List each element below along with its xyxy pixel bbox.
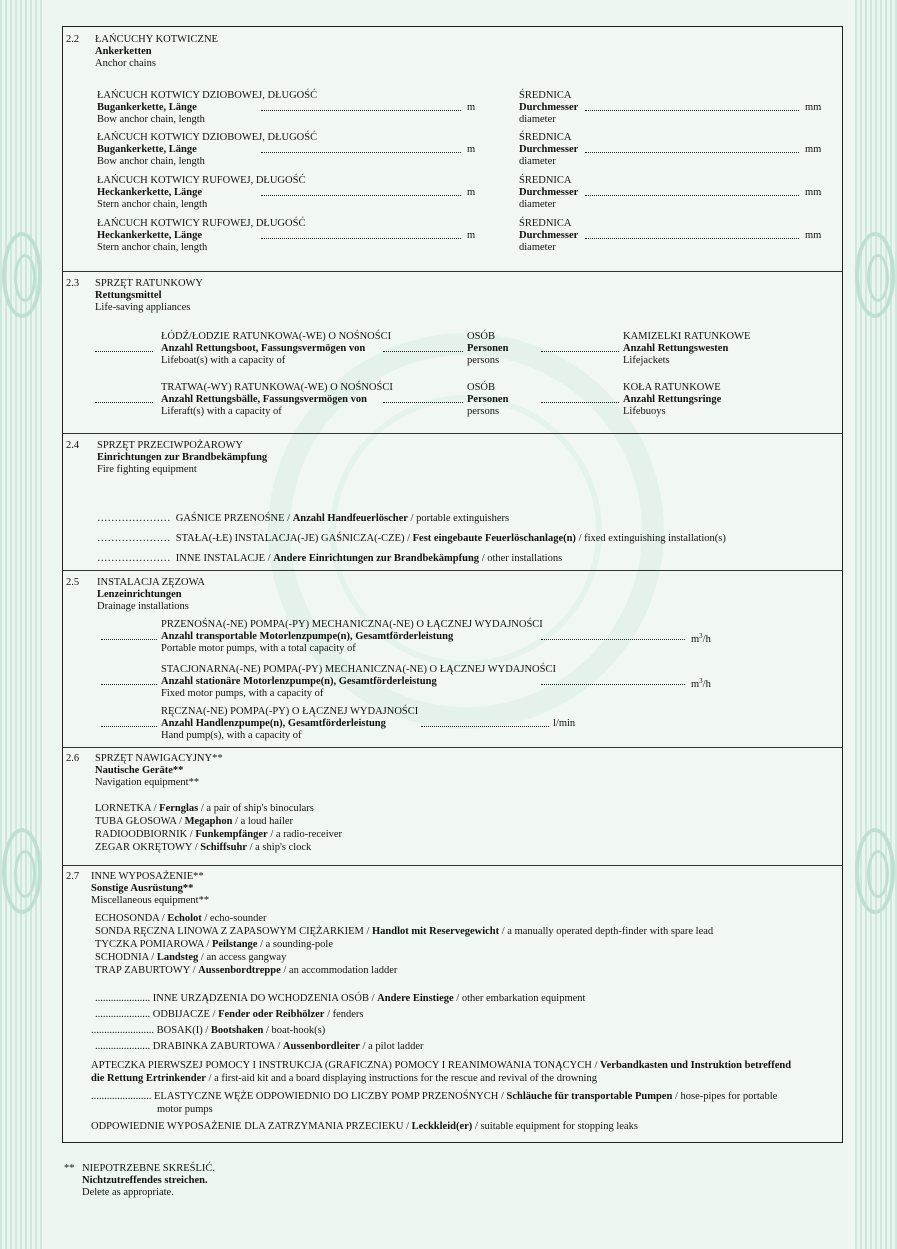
section-number: 2.7 <box>66 871 80 882</box>
lifejacket-count-field[interactable] <box>541 342 619 352</box>
lifebuoy-label-de: Anzahl Rettungsringe <box>623 394 722 405</box>
unit: m <box>467 102 476 113</box>
liferaft-label-en: Liferaft(s) with a capacity of <box>161 406 282 417</box>
persons-label-pl: OSÓB <box>467 331 496 342</box>
row-label-en: Bow anchor chain, length <box>97 156 205 167</box>
lifejacket-label-de: Anzahl Rettungswesten <box>623 343 729 354</box>
fire-equipment-line <box>97 532 726 545</box>
diameter-label-pl: ŚREDNICA <box>519 90 572 101</box>
section-number: 2.2 <box>66 34 80 45</box>
pump-count-field[interactable] <box>101 630 157 640</box>
footnote-de: Nichtzutreffendes streichen. <box>82 1175 208 1186</box>
pump-label-de: Anzahl transportable Motorlenzpumpe(n), Gesamtförderleistung <box>161 631 454 642</box>
misc-dotted-item: ..................... INNE URZĄDZENIA DO WCHODZENIA OSÓB / Andere Einstiege / other embarkation equipment <box>95 993 586 1004</box>
section-title-pl: ŁAŃCUCHY KOTWICZNE <box>95 34 218 45</box>
diameter-label-de: Durchmesser <box>519 230 579 241</box>
section-number: 2.5 <box>66 577 80 588</box>
row-label-pl: ŁAŃCUCH KOTWICY RUFOWEJ, DŁUGOŚĆ <box>97 218 306 229</box>
lifeboat-capacity-field[interactable] <box>383 342 463 352</box>
misc-item: TYCZKA POMIAROWA / Peilstange / a sounding-pole <box>95 939 333 950</box>
section-title-pl: INSTALACJA ZĘZOWA <box>97 577 205 588</box>
section-title-pl: INNE WYPOSAŻENIE** <box>91 871 204 882</box>
label-en: / portable extinguishers <box>407 513 510 524</box>
diameter-label-pl: ŚREDNICA <box>519 132 572 143</box>
length-field[interactable] <box>261 101 461 111</box>
row-label-en: Stern anchor chain, length <box>97 242 208 253</box>
misc-dotted-item: ........................ BOSAK(I) / Bootshaken / boat-hook(s) <box>91 1025 326 1036</box>
persons-label-en: persons <box>467 406 500 417</box>
lifeboat-count-field[interactable] <box>95 342 153 352</box>
section-title-de: Nautische Geräte** <box>95 765 184 776</box>
misc-item: SCHODNIA / Landsteg / an access gangway <box>95 952 287 963</box>
count-field[interactable]: ..................... <box>95 1041 151 1052</box>
section-life-saving <box>63 271 842 434</box>
pump-label-pl: PRZENOŚNA(-NE) POMPA(-PY) MECHANICZNA(-NE) O ŁĄCZNEJ WYDAJNOŚCI <box>161 619 543 630</box>
lifebuoy-label-pl: KOŁA RATUNKOWE <box>623 382 721 393</box>
footnote-en: Delete as appropriate. <box>82 1187 174 1198</box>
section-title-pl: SPRZĘT RATUNKOWY <box>95 278 204 289</box>
row-label-pl: ŁAŃCUCH KOTWICY DZIOBOWEJ, DŁUGOŚĆ <box>97 90 318 101</box>
right-knot-ornament <box>855 828 895 914</box>
section-title-en: Life-saving appliances <box>95 302 191 313</box>
label-pl: INNE INSTALACJE / <box>175 553 274 564</box>
lifebuoy-count-field[interactable] <box>541 393 619 403</box>
count-field[interactable]: ………………… <box>97 553 171 564</box>
diameter-field[interactable] <box>585 143 799 153</box>
count-field[interactable]: ..................... <box>95 1009 151 1020</box>
unit: m <box>467 144 476 155</box>
label-de: Fest eingebaute Feuerlöschanlage(n) <box>412 533 576 544</box>
liferaft-label-pl: TRATWA(-WY) RATUNKOWA(-WE) O NOŚNOŚCI <box>161 382 393 393</box>
persons-label-en: persons <box>467 355 500 366</box>
left-guilloche-border <box>0 0 42 1249</box>
hoses-line-2: motor pumps <box>157 1104 213 1115</box>
navigation-item: RADIOODBIORNIK / Funkempfänger / a radio-receiver <box>95 829 343 840</box>
unit: mm <box>805 230 822 241</box>
row-label-de: Bugankerkette, Länge <box>97 144 197 155</box>
right-guilloche-border <box>855 0 897 1249</box>
pump-label-de: Anzahl stationäre Motorlenzpumpe(n), Gesamtförderleistung <box>161 676 437 687</box>
section-title-de: Rettungsmittel <box>95 290 162 301</box>
pump-unit: l/min <box>553 718 576 729</box>
diameter-field[interactable] <box>585 101 799 111</box>
section-title-de: Lenzeinrichtungen <box>97 589 182 600</box>
pump-label-pl: STACJONARNA(-NE) POMPA(-PY) MECHANICZNA(-NE) O ŁĄCZNEJ WYDAJNOŚCI <box>161 664 556 675</box>
navigation-item: TUBA GŁOSOWA / Megaphon / a loud hailer <box>95 816 294 827</box>
count-field[interactable]: ..................... <box>95 993 151 1004</box>
label-en: / other installations <box>479 553 563 564</box>
persons-label-de: Personen <box>467 394 509 405</box>
pump-capacity-field[interactable] <box>541 630 685 640</box>
diameter-field[interactable] <box>585 229 799 239</box>
diameter-label-de: Durchmesser <box>519 102 579 113</box>
pump-label-pl: RĘCZNA(-NE) POMPA(-PY) O ŁĄCZNEJ WYDAJNOŚCI <box>161 706 419 717</box>
section-title-en: Fire fighting equipment <box>97 464 197 475</box>
label-en: / fixed extinguishing installation(s) <box>575 533 726 544</box>
diameter-field[interactable] <box>585 186 799 196</box>
pump-label-en: Hand pump(s), with a capacity of <box>161 730 302 741</box>
lifejacket-label-pl: KAMIZELKI RATUNKOWE <box>623 331 751 342</box>
section-title-en: Navigation equipment** <box>95 777 200 788</box>
leak-equipment-line: ODPOWIEDNIE WYPOSAŻENIE DLA ZATRZYMANIA PRZECIEKU / Leckkleid(er) / suitable equipment for stopping leaks <box>91 1121 638 1132</box>
diameter-label-pl: ŚREDNICA <box>519 175 572 186</box>
first-aid-line-2: die Rettung Ertrinkender / a first-aid kit and a board displaying instructions for the rescue and revival of the drowning <box>91 1073 597 1084</box>
row-label-en: Stern anchor chain, length <box>97 199 208 210</box>
length-field[interactable] <box>261 186 461 196</box>
footnote-mark: ** <box>64 1163 75 1174</box>
hoses-line-1: ....................... ELASTYCZNE WĘŻE ODPOWIEDNIO DO LICZBY POMP PRZENOŚNYCH / Schläuche für transportable Pumpen / hose-pipes for portable <box>91 1091 778 1102</box>
pump-capacity-field[interactable] <box>541 675 685 685</box>
length-field[interactable] <box>261 143 461 153</box>
row-label-de: Heckankerkette, Länge <box>97 187 202 198</box>
misc-item: ECHOSONDA / Echolot / echo-sounder <box>95 913 267 924</box>
section-number: 2.6 <box>66 753 80 764</box>
section-drainage <box>63 570 842 748</box>
unit: m <box>467 230 476 241</box>
misc-item: SONDA RĘCZNA LINOWA Z ZAPASOWYM CIĘŻARKIEM / Handlot mit Reservegewicht / a manually operated depth-finder with spare lead <box>95 926 714 937</box>
fire-equipment-line <box>97 512 509 525</box>
section-fire-fighting <box>63 433 842 571</box>
liferaft-count-field[interactable] <box>95 393 153 403</box>
section-title-en: Drainage installations <box>97 601 189 612</box>
unit: mm <box>805 102 822 113</box>
pump-capacity-field[interactable] <box>421 717 549 727</box>
fire-equipment-line <box>97 552 562 565</box>
count-field[interactable]: ………………… <box>97 533 171 544</box>
count-field[interactable]: ........................ <box>91 1025 154 1036</box>
persons-label-pl: OSÓB <box>467 382 496 393</box>
section-miscellaneous <box>63 865 842 1144</box>
lifeboat-label-pl: ŁÓDŹ/ŁODZIE RATUNKOWA(-WE) O NOŚNOŚCI <box>161 331 392 342</box>
row-label-en: Bow anchor chain, length <box>97 114 205 125</box>
count-field[interactable]: ....................... <box>91 1091 152 1102</box>
diameter-label-de: Durchmesser <box>519 144 579 155</box>
pump-unit: $m^3/h$ <box>691 677 711 690</box>
section-number: 2.4 <box>66 440 80 451</box>
label-de: Andere Einrichtungen zur Brandbekämpfung <box>273 553 480 564</box>
label-de: Anzahl Handfeuerlöscher <box>292 513 408 524</box>
label-pl: STAŁA(-ŁE) INSTALACJA(-JE) GAŚNICZA(-CZE) / <box>175 533 413 544</box>
section-title-de: Einrichtungen zur Brandbekämpfung <box>97 452 268 463</box>
misc-dotted-item: ..................... DRABINKA ZABURTOWA / Aussenbordleiter / a pilot ladder <box>95 1041 424 1052</box>
unit: mm <box>805 144 822 155</box>
diameter-label-en: diameter <box>519 242 556 253</box>
diameter-label-en: diameter <box>519 156 556 167</box>
lifeboat-label-en: Lifeboat(s) with a capacity of <box>161 355 286 366</box>
navigation-item: ZEGAR OKRĘTOWY / Schiffsuhr / a ship's clock <box>95 842 312 853</box>
pump-label-en: Portable motor pumps, with a total capacity of <box>161 643 356 654</box>
liferaft-label-de: Anzahl Rettungsbälle, Fassungsvermögen von <box>161 394 367 405</box>
lifejacket-label-en: Lifejackets <box>623 355 670 366</box>
unit: m <box>467 187 476 198</box>
equipment-form-frame <box>62 26 843 1143</box>
pump-unit: $m^3/h$ <box>691 632 711 645</box>
persons-label-de: Personen <box>467 343 509 354</box>
lifeboat-label-de: Anzahl Rettungsboot, Fassungsvermögen von <box>161 343 366 354</box>
diameter-label-de: Durchmesser <box>519 187 579 198</box>
label-pl: GAŚNICE PRZENOŚNE / <box>175 513 293 524</box>
pump-label-de: Anzahl Handlenzpumpe(n), Gesamtförderleistung <box>161 718 386 729</box>
row-label-de: Bugankerkette, Länge <box>97 102 197 113</box>
pump-count-field[interactable] <box>101 675 157 685</box>
count-field[interactable]: ………………… <box>97 513 171 524</box>
pump-count-field[interactable] <box>101 717 157 727</box>
diameter-label-en: diameter <box>519 199 556 210</box>
row-label-pl: ŁAŃCUCH KOTWICY DZIOBOWEJ, DŁUGOŚĆ <box>97 132 318 143</box>
section-number: 2.3 <box>66 278 80 289</box>
left-knot-ornament <box>2 828 42 914</box>
first-aid-line-1: APTECZKA PIERWSZEJ POMOCY I INSTRUKCJA (GRAFICZNA) POMOCY I REANIMOWANIA TONĄCYCH / Verbandkasten und Instruktion betreffend <box>91 1060 792 1071</box>
liferaft-capacity-field[interactable] <box>383 393 463 403</box>
unit: mm <box>805 187 822 198</box>
section-title-en: Anchor chains <box>95 58 156 69</box>
length-field[interactable] <box>261 229 461 239</box>
footnote-pl: NIEPOTRZEBNE SKREŚLIĆ. <box>82 1163 216 1174</box>
row-label-pl: ŁAŃCUCH KOTWICY RUFOWEJ, DŁUGOŚĆ <box>97 175 306 186</box>
misc-dotted-item: ..................... ODBIJACZE / Fender oder Reibhölzer / fenders <box>95 1009 364 1020</box>
left-knot-ornament <box>2 232 42 318</box>
section-title-de: Ankerketten <box>95 46 152 57</box>
pump-label-en: Fixed motor pumps, with a capacity of <box>161 688 324 699</box>
lifebuoy-label-en: Lifebuoys <box>623 406 666 417</box>
right-knot-ornament <box>855 232 895 318</box>
section-title-pl: SPRZĘT PRZECIWPOŻAROWY <box>97 440 243 451</box>
diameter-label-pl: ŚREDNICA <box>519 218 572 229</box>
navigation-item: LORNETKA / Fernglas / a pair of ship's binoculars <box>95 803 314 814</box>
section-title-pl: SPRZĘT NAWIGACYJNY** <box>95 753 223 764</box>
misc-item: TRAP ZABURTOWY / Aussenbordtreppe / an accommodation ladder <box>95 965 398 976</box>
row-label-de: Heckankerkette, Länge <box>97 230 202 241</box>
diameter-label-en: diameter <box>519 114 556 125</box>
section-title-en: Miscellaneous equipment** <box>91 895 210 906</box>
section-anchor-chains <box>63 27 842 272</box>
section-title-de: Sonstige Ausrüstung** <box>91 883 194 894</box>
section-navigation <box>63 747 842 866</box>
